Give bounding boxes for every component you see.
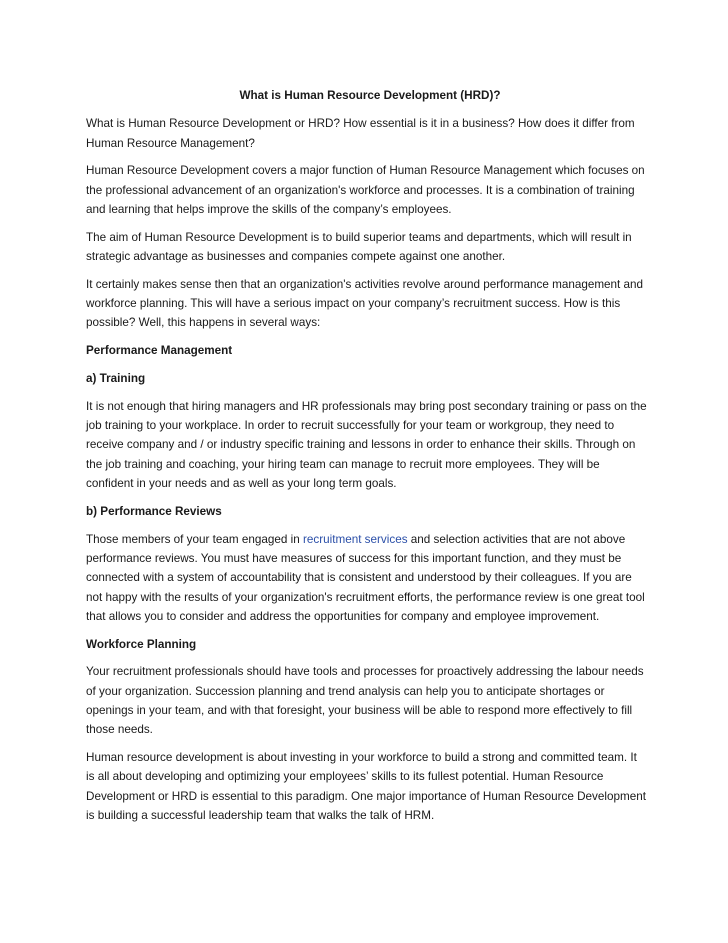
recruitment-services-link[interactable]: recruitment services <box>302 532 408 546</box>
reviews-text-before: Those members of your team engaged in <box>86 532 303 546</box>
paragraph-reviews <box>86 530 648 626</box>
heading-training: a) Training <box>86 372 146 386</box>
paragraph-activities: It certainly makes sense then that an organization's activities revolve around performance management and workforce planning. This will have a serious impact on your company’s recruitment success. How is this possible? Well, this happens in several ways: <box>86 277 644 330</box>
document-title: What is Human Resource Development (HRD)? <box>239 89 501 102</box>
paragraph-definition: Human Resource Development covers a major function of Human Resource Management which focuses on the professional advancement of an organization's workforce and processes. It is a combination of training and learning that helps improve the skills of the company’s employees. <box>86 164 645 216</box>
intro-paragraph: What is Human Resource Development or HRD? How essential is it in a business? How does it differ from Human Resource Management? <box>86 117 635 150</box>
paragraph-workforce: Your recruitment professionals should have tools and processes for proactively addressing the labour needs of your organization. Succession planning and trend analysis can help you to anticipate shortages or openings in your team, and with that foresight, your business will be able to respond more effectively to fill those needs. <box>86 665 644 737</box>
heading-performance-reviews: b) Performance Reviews <box>86 504 222 518</box>
heading-performance-management: Performance Management <box>86 344 233 358</box>
paragraph-training: It is not enough that hiring managers and HR professionals may bring post secondary training or pass on the job training to your workplace. In order to recruit successfully for your team or workgroup, they need to receive company and / or industry specific training and lessons in order to enhance their skills. Through on the job training and coaching, your hiring team can manage to recruit more employees. They will be confident in your needs and as well as your long term goals. <box>86 399 647 491</box>
reviews-text-after: and selection activities that are not above performance reviews. You must have measures of success for this important function, and they must be connected with a system of accountability that is consistent and understood by their colleagues. If you are not happy with the results of your organization's recruitment efforts, the performance review is one great tool that allows you to consider and address the opportunities for company and employee improvement. <box>86 532 645 623</box>
heading-workforce-planning: Workforce Planning <box>86 637 197 651</box>
paragraph-conclusion: Human resource development is about investing in your workforce to build a strong and committed team. It is all about developing and optimizing your employees’ skills to its fullest potential. Human Resource Development or HRD is essential to this paradigm. One major importance of Human Resource Development is building a successful leadership team that walks the talk of HRM. <box>86 751 646 822</box>
paragraph-aim: The aim of Human Resource Development is to build superior teams and departments, which will result in strategic advantage as businesses and companies compete against one another. <box>86 230 632 264</box>
